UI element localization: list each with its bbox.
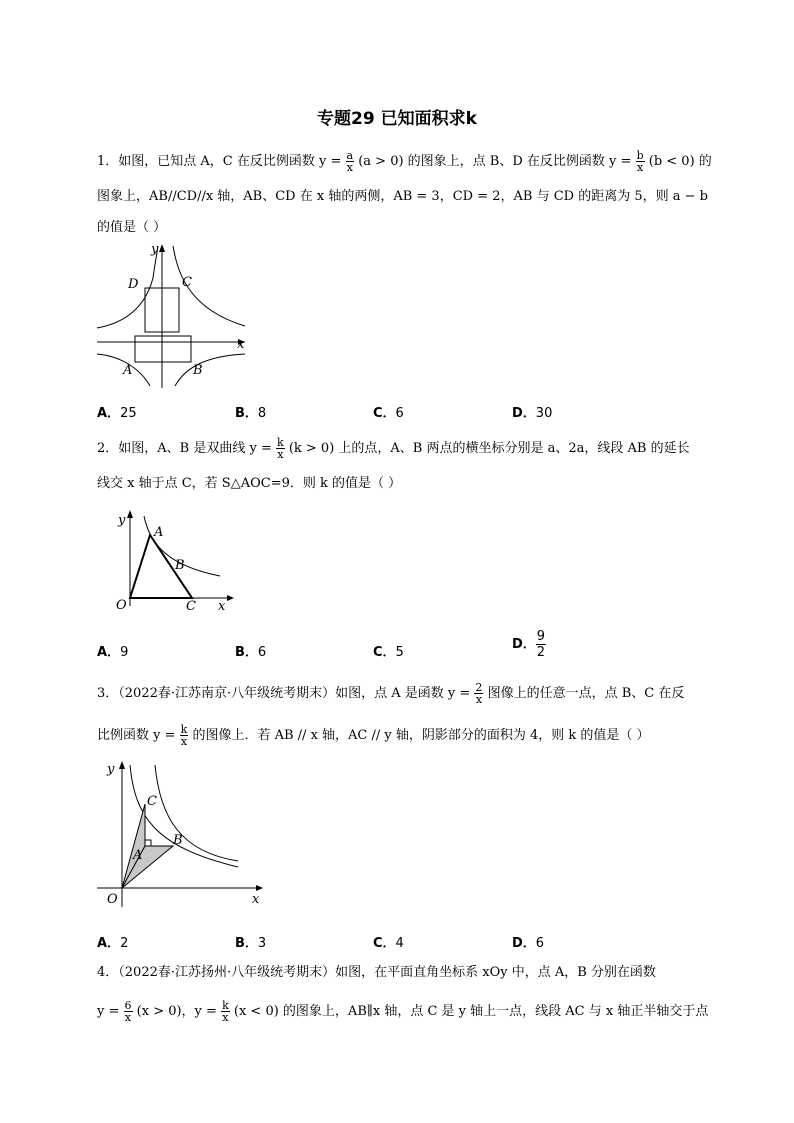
q3-label-o: O bbox=[107, 892, 118, 907]
q1-choice-d[interactable]: D．30 bbox=[512, 406, 553, 421]
q2-line-2: 线交 x 轴于点 C，若 S△AOC=9．则 k 的值是（ ） bbox=[97, 476, 402, 491]
q2-choice-d[interactable]: D． $\frac{9}{2}$ bbox=[512, 629, 546, 660]
q4-text-a: y = bbox=[97, 1004, 120, 1019]
q4-text-b: (x > 0)，y = bbox=[136, 1004, 217, 1019]
q1-curve-q4 bbox=[175, 354, 245, 386]
q1-text-b: (a > 0) 的图象上，点 B、D 在反比例函数 y = bbox=[358, 154, 632, 169]
q2-label-b: B bbox=[175, 558, 185, 573]
q3-choice-a[interactable]: A．2 bbox=[97, 936, 129, 951]
q4-line-1: 4．（2022春·江苏扬州·八年级统考期末）如图，在平面直角坐标系 xOy 中，点 A，B 分别在函数 bbox=[97, 965, 656, 980]
q1-y-arrow bbox=[159, 244, 165, 252]
q1-line-3: 的值是（ ） bbox=[97, 220, 167, 235]
q4-line-2 bbox=[97, 1000, 708, 1023]
q3-line-1 bbox=[97, 682, 684, 705]
q2-label-c: C bbox=[186, 599, 196, 614]
q1-label-b: B bbox=[193, 363, 203, 378]
q3-x-arrow bbox=[256, 885, 263, 891]
q2-x-arrow bbox=[227, 595, 234, 601]
q2-label-a: A bbox=[154, 525, 164, 540]
q3-y-arrow bbox=[119, 761, 125, 769]
q3-text-b: 图像上的任意一点，点 B、C 在反 bbox=[487, 686, 685, 701]
q1-label-y: y bbox=[151, 242, 159, 257]
q1-choice-c[interactable]: C．6 bbox=[373, 406, 404, 421]
q2-choice-a[interactable]: A．9 bbox=[97, 645, 129, 660]
q3-choice-b[interactable]: B．3 bbox=[235, 936, 267, 951]
q3-label-c: C bbox=[147, 794, 157, 809]
q1-label-c: C bbox=[182, 275, 192, 290]
q1-label-a: A bbox=[123, 363, 133, 378]
q1-line-2: 图象上，AB//CD//x 轴，AB、CD 在 x 轴的两侧，AB = 3，CD = 2，AB 与 CD 的距离为 5，则 a − b bbox=[97, 189, 708, 204]
q1-label-d: D bbox=[128, 277, 139, 292]
q1-choice-a[interactable]: A．25 bbox=[97, 406, 137, 421]
q4-fraction-2: $\frac{k}{x}$ bbox=[222, 999, 229, 1024]
q2-y-arrow bbox=[127, 510, 133, 518]
q3-choice-d[interactable]: D．6 bbox=[512, 936, 545, 951]
q3-figure bbox=[95, 757, 265, 912]
q3-label-a: A bbox=[133, 848, 143, 863]
q2-choice-b[interactable]: B．6 bbox=[235, 645, 267, 660]
q3-right-angle-mark bbox=[145, 840, 151, 846]
q3-label-b: B bbox=[173, 833, 183, 848]
q2-text-a: 2．如图，A、B 是双曲线 y = bbox=[97, 441, 272, 456]
q1-label-x: x bbox=[237, 337, 245, 352]
q2-label-x: x bbox=[218, 599, 226, 614]
q3-text-c: 比例函数 y = bbox=[97, 728, 176, 743]
q4-text-c: (x < 0) 的图象上，AB∥x 轴，点 C 是 y 轴上一点，线段 AC 与 x 轴正半轴交于点 bbox=[233, 1004, 709, 1019]
q2-label-o: O bbox=[116, 598, 127, 613]
q1-text-c: (b < 0) 的 bbox=[648, 154, 712, 169]
q3-choice-c[interactable]: C．4 bbox=[373, 936, 404, 951]
q1-fraction-1: $\frac{a}{x}$ bbox=[346, 149, 354, 174]
q2-label-y: y bbox=[118, 513, 126, 528]
q3-label-y: y bbox=[107, 762, 115, 777]
q3-label-x: x bbox=[252, 892, 260, 907]
q2-choice-c[interactable]: C．5 bbox=[373, 645, 404, 660]
q1-text-a: 1．如图，已知点 A，C 在反比例函数 y = bbox=[97, 154, 342, 169]
q2-text-b: (k > 0) 上的点，A、B 两点的横坐标分别是 a、2a，线段 AB 的延长 bbox=[288, 441, 690, 456]
q3-fraction-2: $\frac{k}{x}$ bbox=[180, 723, 188, 748]
q3-text-a: 3．（2022春·江苏南京·八年级统考期末）如图，点 A 是函数 y = bbox=[97, 686, 471, 701]
q1-rect-ab bbox=[135, 336, 191, 362]
q4-fraction-1: $\frac{6}{x}$ bbox=[124, 999, 132, 1024]
q1-figure bbox=[95, 238, 255, 388]
q3-fraction-1: $\frac{2}{x}$ bbox=[475, 681, 483, 706]
q2-line-1 bbox=[97, 437, 690, 460]
page-title: 专题29 已知面积求k bbox=[317, 109, 477, 129]
q1-line-1 bbox=[97, 150, 712, 173]
q2-fraction: $\frac{k}{x}$ bbox=[277, 436, 284, 461]
q3-line-2 bbox=[97, 724, 650, 747]
q1-choice-b[interactable]: B．8 bbox=[235, 406, 267, 421]
q2-figure bbox=[110, 506, 240, 614]
q3-text-d: 的图像上．若 AB // x 轴，AC // y 轴，阴影部分的面积为 4，则 k 的值是（ ） bbox=[192, 728, 650, 743]
q1-fraction-2: $\frac{b}{x}$ bbox=[636, 149, 644, 174]
